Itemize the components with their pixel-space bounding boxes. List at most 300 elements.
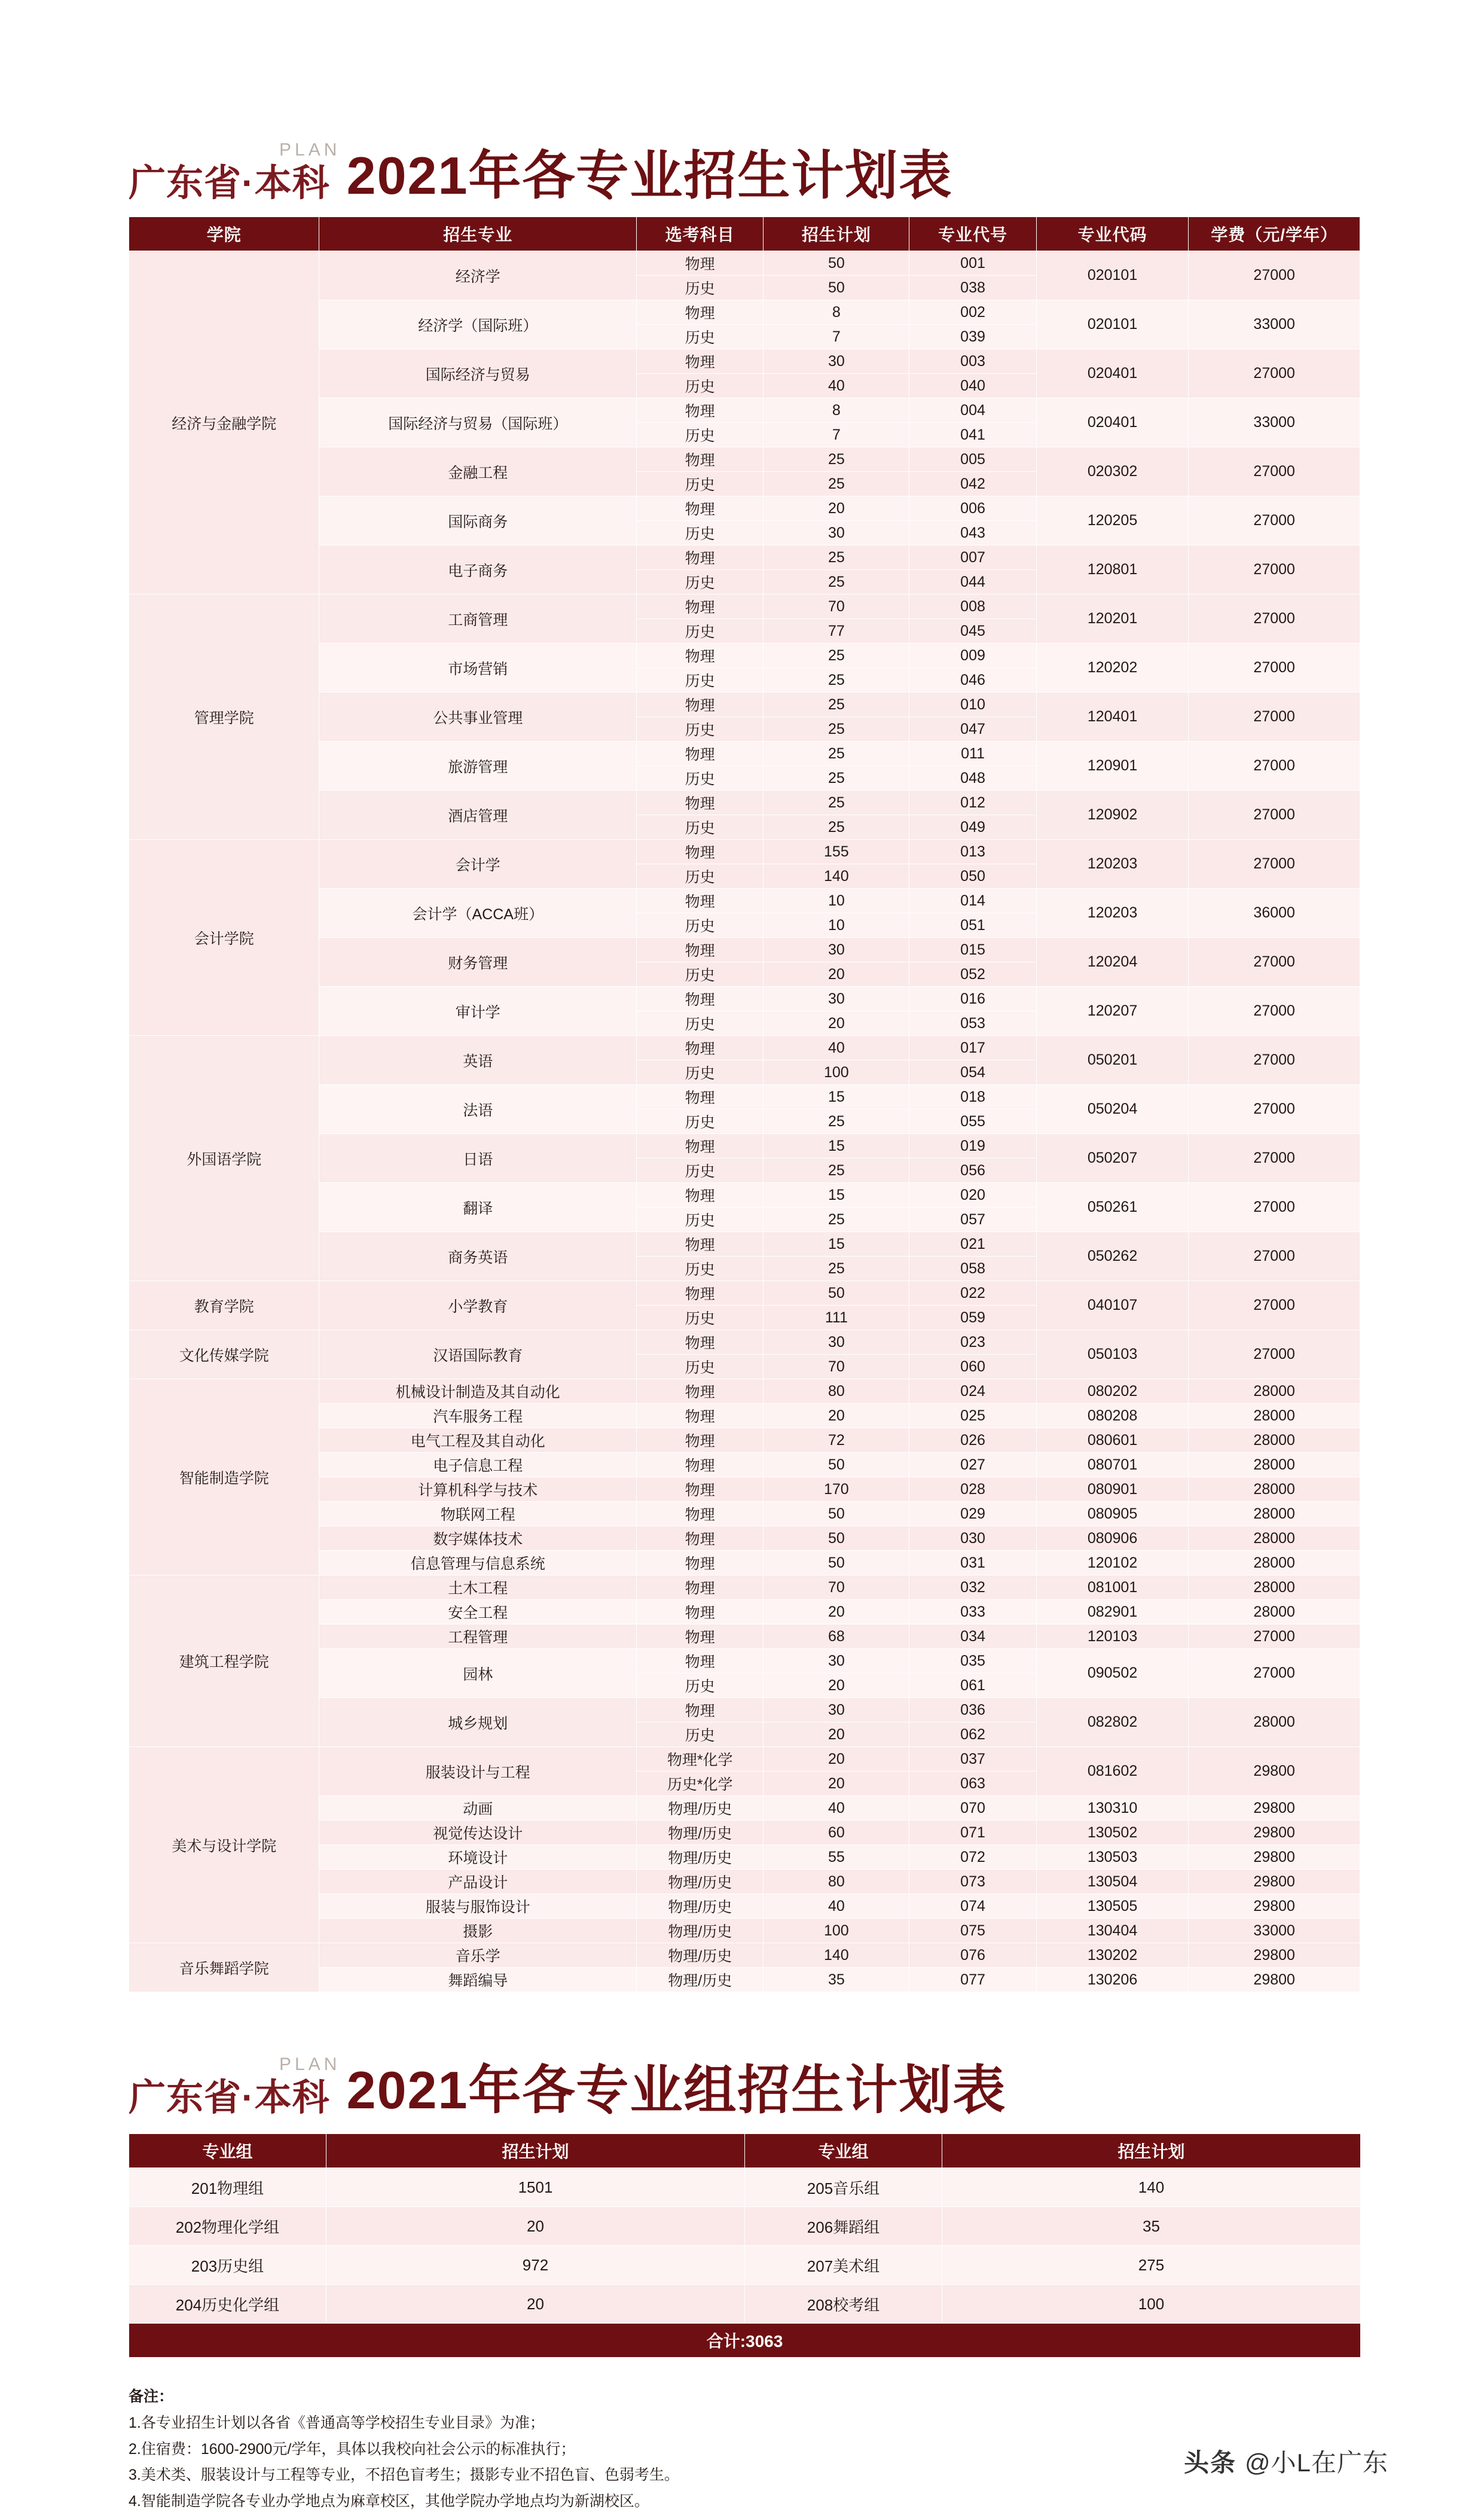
cell-major-name: 工程管理	[319, 1624, 637, 1649]
cell-subject: 物理	[637, 1134, 764, 1159]
cell-major-code: 080701	[1036, 1453, 1189, 1477]
cell-fee: 28000	[1189, 1551, 1360, 1575]
major-plan-table	[129, 217, 1360, 1992]
cell-plan: 15	[764, 1134, 909, 1159]
cell-plan: 100	[764, 1060, 909, 1085]
cell-major-no: 012	[909, 791, 1036, 815]
cell-plan: 77	[764, 619, 909, 644]
cell-plan: 25	[764, 644, 909, 668]
cell-plan: 40	[764, 1796, 909, 1821]
cell-subject: 历史	[637, 570, 764, 595]
cell-fee: 29800	[1189, 1747, 1360, 1796]
cell-subject: 物理	[637, 1698, 764, 1723]
cell-major-no: 030	[909, 1526, 1036, 1551]
cell-college: 管理学院	[129, 595, 319, 840]
cell-major-code: 120102	[1036, 1551, 1189, 1575]
cell-subject: 历史	[637, 864, 764, 889]
title-block-groups	[0, 1992, 1484, 2120]
cell-major-no: 006	[909, 496, 1036, 521]
table-row	[129, 1943, 1360, 1968]
cell-subject: 物理	[637, 1600, 764, 1624]
cell-major-name: 国际商务	[319, 496, 637, 545]
cell-subject: 历史	[637, 423, 764, 447]
cell-subject: 物理/历史	[637, 1870, 764, 1894]
cell-major-no: 001	[909, 251, 1036, 276]
cell-subject: 物理	[637, 447, 764, 472]
cell-subject: 物理	[637, 1477, 764, 1502]
table-row	[129, 1330, 1360, 1355]
cell-major-code: 020101	[1036, 251, 1189, 300]
cell-major-code: 130503	[1036, 1845, 1189, 1870]
cell-fee: 27000	[1189, 1183, 1360, 1232]
cell-fee: 28000	[1189, 1575, 1360, 1600]
cell-major-no: 073	[909, 1870, 1036, 1894]
cell-college: 经济与金融学院	[129, 251, 319, 595]
cell-major-name: 公共事业管理	[319, 693, 637, 742]
cell-major-no: 043	[909, 521, 1036, 545]
region-label-1: 广东省·本科	[129, 163, 330, 204]
cell-plan: 30	[764, 987, 909, 1011]
cell-fee: 29800	[1189, 1870, 1360, 1894]
cell-fee: 27000	[1189, 791, 1360, 840]
cell-college: 美术与设计学院	[129, 1747, 319, 1943]
note-item: 2.住宿费：1600-2900元/学年，具体以我校向社会公示的标准执行；	[129, 2440, 576, 2458]
cell-plan: 40	[764, 374, 909, 398]
cell-plan: 30	[764, 521, 909, 545]
cell-subject: 物理	[637, 1649, 764, 1673]
cell-fee: 29800	[1189, 1845, 1360, 1870]
cell-fee: 33000	[1189, 300, 1360, 349]
cell-subject: 历史	[637, 1208, 764, 1232]
cell-plan: 20	[764, 1772, 909, 1796]
cell-major-name: 园林	[319, 1649, 637, 1698]
cell-major-name: 环境设计	[319, 1845, 637, 1870]
cell-subject: 物理/历史	[637, 1845, 764, 1870]
cell-major-name: 国际经济与贸易	[319, 349, 637, 398]
th-subject: 选考科目	[637, 217, 764, 251]
cell-subject: 历史	[637, 815, 764, 840]
cell-fee: 27000	[1189, 496, 1360, 545]
cell-major-no: 044	[909, 570, 1036, 595]
cell-subject: 物理/历史	[637, 1919, 764, 1943]
cell-plan: 50	[764, 1281, 909, 1306]
cell-major-no: 018	[909, 1085, 1036, 1109]
cell-subject: 物理	[637, 889, 764, 913]
cell-major-no: 071	[909, 1821, 1036, 1845]
cell-group-name: 201物理组	[129, 2168, 326, 2207]
cell-subject: 物理	[637, 1624, 764, 1649]
cell-total: 合计:3063	[129, 2324, 1361, 2358]
cell-fee: 27000	[1189, 938, 1360, 987]
cell-subject: 历史	[637, 766, 764, 791]
th-major: 招生专业	[319, 217, 637, 251]
cell-major-no: 037	[909, 1747, 1036, 1772]
cell-plan: 80	[764, 1870, 909, 1894]
cell-major-name: 会计学	[319, 840, 637, 889]
cell-plan: 50	[764, 276, 909, 300]
cell-major-no: 048	[909, 766, 1036, 791]
cell-college: 建筑工程学院	[129, 1575, 319, 1747]
cell-plan: 8	[764, 398, 909, 423]
cell-subject: 历史	[637, 1060, 764, 1085]
cell-major-no: 040	[909, 374, 1036, 398]
table-row	[129, 1036, 1360, 1060]
cell-major-no: 036	[909, 1698, 1036, 1723]
cell-fee: 29800	[1189, 1968, 1360, 1992]
cell-plan: 111	[764, 1306, 909, 1330]
cell-major-name: 机械设计制造及其自动化	[319, 1379, 637, 1404]
cell-group-name: 207美术组	[745, 2246, 942, 2285]
table-row	[129, 595, 1360, 619]
cell-subject: 物理	[637, 1036, 764, 1060]
group-total-row	[129, 2324, 1361, 2358]
cell-plan: 15	[764, 1232, 909, 1257]
cell-major-no: 042	[909, 472, 1036, 496]
cell-major-name: 摄影	[319, 1919, 637, 1943]
cell-major-name: 产品设计	[319, 1870, 637, 1894]
cell-fee: 29800	[1189, 1796, 1360, 1821]
cell-group-plan: 1501	[326, 2168, 745, 2207]
th-college: 学院	[129, 217, 319, 251]
cell-major-no: 005	[909, 447, 1036, 472]
cell-subject: 物理	[637, 938, 764, 962]
cell-major-code: 130505	[1036, 1894, 1189, 1919]
cell-subject: 历史	[637, 325, 764, 349]
cell-major-name: 日语	[319, 1134, 637, 1183]
cell-major-no: 059	[909, 1306, 1036, 1330]
cell-plan: 25	[764, 742, 909, 766]
cell-major-code: 050261	[1036, 1183, 1189, 1232]
cell-major-no: 053	[909, 1011, 1036, 1036]
cell-major-no: 076	[909, 1943, 1036, 1968]
cell-subject: 物理	[637, 398, 764, 423]
cell-major-no: 054	[909, 1060, 1036, 1085]
cell-major-code: 120801	[1036, 545, 1189, 595]
cell-plan: 20	[764, 1600, 909, 1624]
cell-fee: 33000	[1189, 398, 1360, 447]
cell-fee: 28000	[1189, 1698, 1360, 1747]
cell-group-name: 202物理化学组	[129, 2207, 326, 2246]
cell-subject: 历史	[637, 913, 764, 938]
cell-plan: 25	[764, 570, 909, 595]
cell-group-plan: 20	[326, 2207, 745, 2246]
cell-plan: 25	[764, 1208, 909, 1232]
cell-fee: 28000	[1189, 1600, 1360, 1624]
cell-fee: 27000	[1189, 1624, 1360, 1649]
cell-plan: 20	[764, 496, 909, 521]
cell-fee: 27000	[1189, 693, 1360, 742]
cell-major-name: 土木工程	[319, 1575, 637, 1600]
cell-major-no: 033	[909, 1600, 1036, 1624]
cell-major-name: 国际经济与贸易（国际班）	[319, 398, 637, 447]
cell-plan: 25	[764, 1257, 909, 1281]
cell-major-name: 法语	[319, 1085, 637, 1134]
cell-major-name: 旅游管理	[319, 742, 637, 791]
cell-subject: 物理/历史	[637, 1894, 764, 1919]
cell-subject: 物理	[637, 1330, 764, 1355]
table-row	[129, 1747, 1360, 1772]
cell-major-no: 009	[909, 644, 1036, 668]
cell-major-code: 050262	[1036, 1232, 1189, 1281]
cell-fee: 27000	[1189, 545, 1360, 595]
cell-major-no: 017	[909, 1036, 1036, 1060]
th-group-plan-1: 招生计划	[326, 2134, 745, 2168]
cell-subject: 物理	[637, 840, 764, 864]
cell-major-name: 汉语国际教育	[319, 1330, 637, 1379]
cell-plan: 25	[764, 815, 909, 840]
title-left-2	[129, 2054, 341, 2118]
cell-major-code: 130206	[1036, 1968, 1189, 1992]
major-group-table	[129, 2133, 1361, 2358]
cell-major-no: 077	[909, 1968, 1036, 1992]
cell-subject: 历史	[637, 1723, 764, 1747]
cell-major-name: 英语	[319, 1036, 637, 1085]
notes-title: 备注：	[129, 2388, 174, 2405]
cell-subject: 物理	[637, 300, 764, 325]
cell-major-no: 003	[909, 349, 1036, 374]
cell-major-code: 130310	[1036, 1796, 1189, 1821]
cell-subject: 物理/历史	[637, 1821, 764, 1845]
cell-major-no: 072	[909, 1845, 1036, 1870]
cell-major-no: 045	[909, 619, 1036, 644]
table-row	[129, 1379, 1360, 1404]
cell-fee: 27000	[1189, 1232, 1360, 1281]
cell-major-no: 026	[909, 1428, 1036, 1453]
cell-major-no: 056	[909, 1159, 1036, 1183]
cell-plan: 30	[764, 1649, 909, 1673]
cell-subject: 物理	[637, 742, 764, 766]
cell-fee: 27000	[1189, 349, 1360, 398]
cell-major-no: 051	[909, 913, 1036, 938]
cell-fee: 27000	[1189, 1134, 1360, 1183]
cell-major-name: 经济学（国际班）	[319, 300, 637, 349]
th-fee: 学费（元/学年）	[1189, 217, 1360, 251]
title-left-1	[129, 140, 341, 204]
cell-plan: 20	[764, 1673, 909, 1698]
page-title-1: 2021年各专业招生计划表	[346, 146, 953, 205]
cell-group-plan: 972	[326, 2246, 745, 2285]
cell-subject: 物理	[637, 545, 764, 570]
cell-plan: 25	[764, 1159, 909, 1183]
cell-subject: 物理	[637, 1281, 764, 1306]
cell-major-no: 075	[909, 1919, 1036, 1943]
cell-group-name: 208校考组	[745, 2285, 942, 2324]
page-title-2: 2021年各专业组招生计划表	[346, 2060, 1007, 2120]
cell-major-code: 130502	[1036, 1821, 1189, 1845]
cell-major-name: 电子商务	[319, 545, 637, 595]
cell-major-no: 007	[909, 545, 1036, 570]
cell-major-code: 082901	[1036, 1600, 1189, 1624]
cell-plan: 50	[764, 1502, 909, 1526]
cell-group-name: 204历史化学组	[129, 2285, 326, 2324]
cell-major-no: 060	[909, 1355, 1036, 1379]
cell-plan: 70	[764, 1575, 909, 1600]
cell-subject: 物理	[637, 987, 764, 1011]
cell-major-code: 120204	[1036, 938, 1189, 987]
cell-major-code: 080208	[1036, 1404, 1189, 1428]
cell-major-no: 070	[909, 1796, 1036, 1821]
cell-major-code: 080202	[1036, 1379, 1189, 1404]
cell-plan: 40	[764, 1894, 909, 1919]
cell-subject: 历史	[637, 1011, 764, 1036]
cell-subject: 物理	[637, 595, 764, 619]
cell-plan: 140	[764, 1943, 909, 1968]
cell-major-name: 动画	[319, 1796, 637, 1821]
cell-major-no: 020	[909, 1183, 1036, 1208]
cell-major-code: 080601	[1036, 1428, 1189, 1453]
cell-major-no: 062	[909, 1723, 1036, 1747]
cell-major-name: 金融工程	[319, 447, 637, 496]
cell-major-no: 055	[909, 1109, 1036, 1134]
cell-major-name: 电子信息工程	[319, 1453, 637, 1477]
cell-major-code: 081001	[1036, 1575, 1189, 1600]
cell-subject: 历史	[637, 521, 764, 545]
table-row	[129, 251, 1360, 276]
cell-plan: 50	[764, 1453, 909, 1477]
cell-major-code: 020401	[1036, 349, 1189, 398]
cell-fee: 29800	[1189, 1821, 1360, 1845]
cell-plan: 10	[764, 913, 909, 938]
cell-major-name: 商务英语	[319, 1232, 637, 1281]
author-handle: @小L在广东	[1245, 2448, 1388, 2477]
cell-major-code: 050201	[1036, 1036, 1189, 1085]
cell-group-plan: 100	[942, 2285, 1361, 2324]
cell-plan: 8	[764, 300, 909, 325]
cell-major-name: 安全工程	[319, 1600, 637, 1624]
cell-fee: 33000	[1189, 1919, 1360, 1943]
cell-major-code: 080906	[1036, 1526, 1189, 1551]
cell-major-no: 049	[909, 815, 1036, 840]
cell-major-no: 002	[909, 300, 1036, 325]
cell-major-no: 052	[909, 962, 1036, 987]
cell-plan: 170	[764, 1477, 909, 1502]
cell-major-code: 050204	[1036, 1085, 1189, 1134]
cell-major-name: 会计学（ACCA班）	[319, 889, 637, 938]
cell-major-code: 020101	[1036, 300, 1189, 349]
cell-subject: 物理	[637, 251, 764, 276]
cell-major-no: 019	[909, 1134, 1036, 1159]
cell-fee: 29800	[1189, 1894, 1360, 1919]
cell-subject: 历史	[637, 717, 764, 742]
cell-major-no: 038	[909, 276, 1036, 300]
group-table-row	[129, 2285, 1361, 2324]
cell-plan: 25	[764, 668, 909, 693]
group-table-row	[129, 2207, 1361, 2246]
cell-subject: 物理	[637, 1453, 764, 1477]
cell-major-no: 008	[909, 595, 1036, 619]
cell-plan: 15	[764, 1085, 909, 1109]
cell-fee: 27000	[1189, 447, 1360, 496]
cell-major-no: 039	[909, 325, 1036, 349]
cell-major-code: 050103	[1036, 1330, 1189, 1379]
cell-subject: 物理	[637, 1575, 764, 1600]
cell-major-no: 031	[909, 1551, 1036, 1575]
cell-plan: 70	[764, 1355, 909, 1379]
cell-fee: 28000	[1189, 1453, 1360, 1477]
cell-subject: 历史	[637, 962, 764, 987]
cell-major-code: 120201	[1036, 595, 1189, 644]
cell-fee: 36000	[1189, 889, 1360, 938]
cell-plan: 30	[764, 1698, 909, 1723]
cell-major-no: 029	[909, 1502, 1036, 1526]
title-block-majors	[0, 0, 1484, 205]
cell-subject: 历史*化学	[637, 1772, 764, 1796]
cell-college: 智能制造学院	[129, 1379, 319, 1575]
th-plan: 招生计划	[764, 217, 909, 251]
cell-major-no: 027	[909, 1453, 1036, 1477]
cell-major-no: 010	[909, 693, 1036, 717]
cell-major-no: 034	[909, 1624, 1036, 1649]
cell-fee: 27000	[1189, 251, 1360, 300]
cell-subject: 物理	[637, 1085, 764, 1109]
note-item: 3.美术类、服装设计与工程等专业，不招色盲考生；摄影专业不招色盲、色弱考生。	[129, 2467, 679, 2484]
cell-major-code: 082802	[1036, 1698, 1189, 1747]
cell-subject: 物理/历史	[637, 1796, 764, 1821]
th-group-2: 专业组	[745, 2134, 942, 2168]
cell-major-code: 120203	[1036, 840, 1189, 889]
cell-plan: 25	[764, 1109, 909, 1134]
cell-plan: 55	[764, 1845, 909, 1870]
cell-major-no: 021	[909, 1232, 1036, 1257]
cell-plan: 68	[764, 1624, 909, 1649]
cell-plan: 60	[764, 1821, 909, 1845]
cell-plan: 10	[764, 889, 909, 913]
cell-college: 会计学院	[129, 840, 319, 1036]
cell-major-no: 025	[909, 1404, 1036, 1428]
plan-label-2: PLAN	[279, 2054, 341, 2074]
cell-major-name: 音乐学	[319, 1943, 637, 1968]
cell-plan: 72	[764, 1428, 909, 1453]
cell-major-name: 汽车服务工程	[319, 1404, 637, 1428]
cell-major-code: 081602	[1036, 1747, 1189, 1796]
cell-major-no: 047	[909, 717, 1036, 742]
table-header-row	[129, 217, 1360, 251]
cell-subject: 历史	[637, 276, 764, 300]
cell-subject: 物理	[637, 791, 764, 815]
note-item: 1.各专业招生计划以各省《普通高等学校招生专业目录》为准；	[129, 2414, 545, 2431]
group-table-row	[129, 2246, 1361, 2285]
cell-major-no: 061	[909, 1673, 1036, 1698]
cell-plan: 25	[764, 791, 909, 815]
cell-plan: 100	[764, 1919, 909, 1943]
cell-major-no: 022	[909, 1281, 1036, 1306]
cell-subject: 物理	[637, 644, 764, 668]
brand-label: 头条	[1183, 2448, 1236, 2477]
cell-major-no: 011	[909, 742, 1036, 766]
cell-fee: 28000	[1189, 1526, 1360, 1551]
cell-subject: 历史	[637, 1306, 764, 1330]
cell-plan: 25	[764, 545, 909, 570]
cell-subject: 历史	[637, 1159, 764, 1183]
cell-plan: 7	[764, 423, 909, 447]
cell-major-no: 024	[909, 1379, 1036, 1404]
cell-fee: 27000	[1189, 1085, 1360, 1134]
cell-major-code: 050207	[1036, 1134, 1189, 1183]
cell-subject: 历史	[637, 472, 764, 496]
cell-subject: 物理	[637, 1428, 764, 1453]
cell-fee: 27000	[1189, 1281, 1360, 1330]
cell-college: 文化传媒学院	[129, 1330, 319, 1379]
cell-subject: 历史	[637, 619, 764, 644]
cell-subject: 历史	[637, 1257, 764, 1281]
cell-college: 外国语学院	[129, 1036, 319, 1281]
cell-major-code: 080901	[1036, 1477, 1189, 1502]
cell-major-name: 城乡规划	[319, 1698, 637, 1747]
cell-major-no: 063	[909, 1772, 1036, 1796]
cell-plan: 40	[764, 1036, 909, 1060]
cell-major-no: 058	[909, 1257, 1036, 1281]
cell-major-name: 物联网工程	[319, 1502, 637, 1526]
